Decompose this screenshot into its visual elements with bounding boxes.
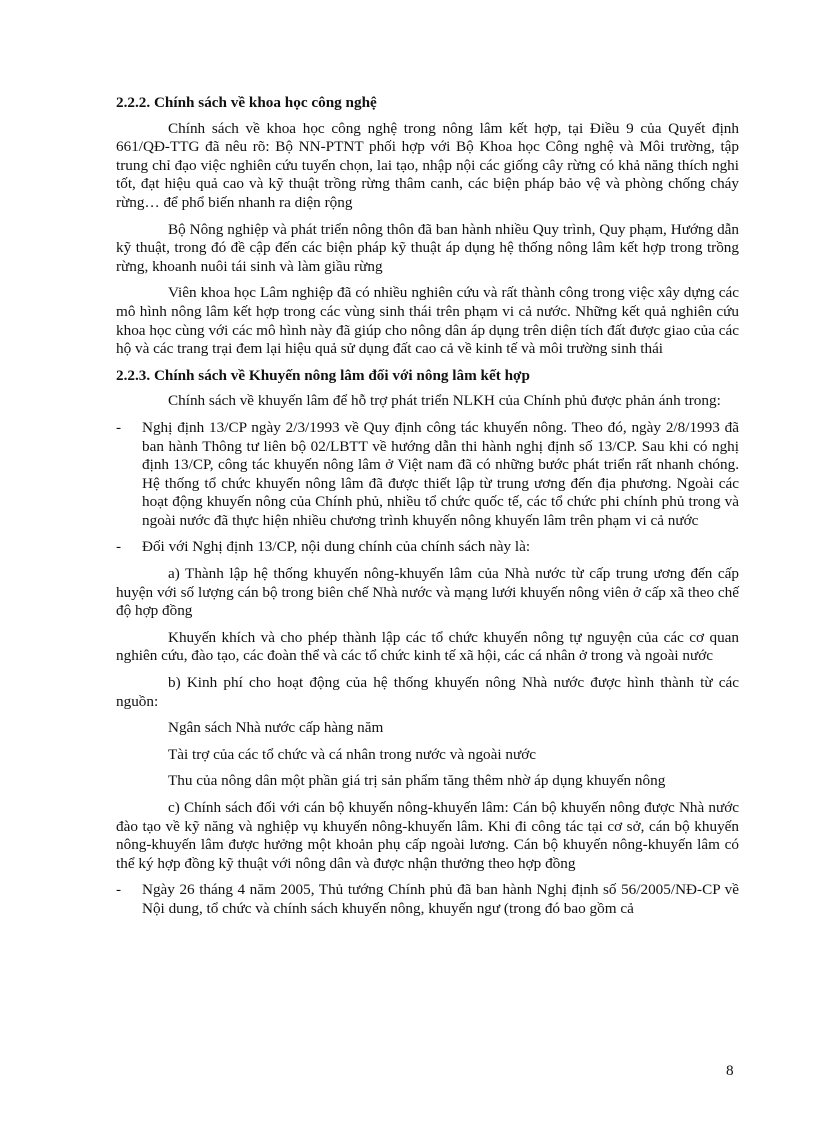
bullet-item [116, 881, 739, 918]
funding-source: Tài trợ của các tổ chức và cá nhân trong nước và ngoài nước [168, 745, 536, 763]
paragraph: Bộ Nông nghiệp và phát triển nông thôn đã ban hành nhiều Quy trình, Quy phạm, Hướng dẫn kỹ thuật, trong đó đề cập đến các biện pháp kỹ thuật áp dụng hệ thống nông lâm kết hợp trong trồng rừng, khoanh nuôi tái sinh và làm giầu rừng [116, 220, 739, 275]
bullet-item [116, 419, 739, 531]
funding-source: Thu của nông dân một phần giá trị sản phẩm tăng thêm nhờ áp dụng khuyến nông [168, 772, 666, 790]
list-item-a: a) Thành lập hệ thống khuyến nông-khuyến lâm của Nhà nước từ cấp trung ương đến cấp huyện với số lượng cán bộ trong biên chế Nhà nước và mạng lưới khuyến nông viên ở cấp xã theo chế độ hợp đồng [116, 565, 739, 620]
bullet-text: Ngày 26 tháng 4 năm 2005, Thủ tướng Chính phủ đã ban hành Nghị định số 56/2005/NĐ-CP về Nội dung, tổ chức và chính sách khuyến nông, khuyến ngư (trong đó bao gồm cả [142, 881, 739, 917]
funding-source: Ngân sách Nhà nước cấp hàng năm [168, 719, 384, 737]
list-item-c: c) Chính sách đối với cán bộ khuyến nông-khuyến lâm: Cán bộ khuyến nông được Nhà nước đào tạo về kỹ năng và nghiệp vụ khuyến nông-khuyến lâm. Khi đi công tác tại cơ sở, cán bộ khuyến nông-khuyến lâm được hưởng một khoản phụ cấp ngoài lương. Cán bộ khuyến nông-khuyến lâm có thể ký hợp đồng kỹ thuật với nông dân và được nhận thưởng theo hợp đồng [116, 799, 739, 872]
section-heading-2-2-3: 2.2.3. Chính sách về Khuyến nông lâm đối với nông lâm kết hợp [116, 366, 530, 384]
bullet-marker: - [116, 881, 122, 899]
section-heading-2-2-2: 2.2.2. Chính sách về khoa học công nghệ [116, 94, 377, 111]
bullet-marker: - [116, 418, 122, 436]
paragraph: Chính sách về khoa học công nghệ trong nông lâm kết hợp, tại Điều 9 của Quyết định 661/QĐ-TTG đã nêu rõ: Bộ NN-PTNT phối hợp với Bộ Khoa học Công nghệ và Môi trường, tập trung chỉ đạo việc nghiên cứu tuyển chọn, lai tạo, nhập nội các giống cây rừng có khả năng thích nghi tốt, đạt hiệu quả cao và kỹ thuật trồng rừng thâm canh, các biện pháp bảo vệ và phòng chống cháy rừng… để phổ biến nhanh ra diện rộng [116, 119, 739, 211]
bullet-text: Đối với Nghị định 13/CP, nội dung chính của chính sách này là: [142, 538, 531, 556]
list-item-b: b) Kinh phí cho hoạt động của hệ thống khuyến nông Nhà nước được hình thành từ các nguồn: [116, 674, 739, 710]
bullet-text: Nghị định 13/CP ngày 2/3/1993 về Quy định công tác khuyến nông. Theo đó, ngày 2/8/1993 đã ban hành Thông tư liên bộ 02/LBTT về hướng dẫn thi hành nghị định số 13/CP. Sau khi có nghị định 13/CP, công tác khuyến nông lâm ở Việt nam đã có những bước phát triển rất nhanh chóng. Hệ thống tổ chức khuyến nông lâm đã được thiết lập từ trung ương đến địa phương. Ngoài các hoạt động khuyến nông của Chính phủ, nhiều tổ chức quốc tế, các tổ chức phi chính phủ trong và ngoài nước đã thực hiện nhiều chương trình khuyến nông khuyến lâm trên phạm vi cả nước [142, 418, 739, 529]
paragraph: Khuyến khích và cho phép thành lập các tổ chức khuyến nông tự nguyện của các cơ quan nghiên cứu, đào tạo, các đoàn thể và các tổ chức kinh tế xã hội, các cá nhân ở trong và ngoài nước [116, 628, 739, 665]
page-number: 8 [726, 1062, 734, 1079]
bullet-item [116, 538, 739, 557]
page-content [116, 94, 739, 927]
bullet-marker: - [116, 538, 122, 556]
paragraph: Viên khoa học Lâm nghiệp đã có nhiều nghiên cứu và rất thành công trong việc xây dựng các mô hình nông lâm kết hợp trong các vùng sinh thái trên phạm vi cả nước. Những kết quả nghiên cứu khoa học cùng với các mô hình này đã giúp cho nông dân áp dụng trên diện tích đất được giao của các hộ và các trang trại đem lại hiệu quả sử dụng đất cao cả về kinh tế và môi trường sinh thái [116, 284, 739, 358]
paragraph-intro: Chính sách về khuyến lâm để hỗ trợ phát triển NLKH của Chính phủ được phản ánh trong: [168, 392, 721, 410]
